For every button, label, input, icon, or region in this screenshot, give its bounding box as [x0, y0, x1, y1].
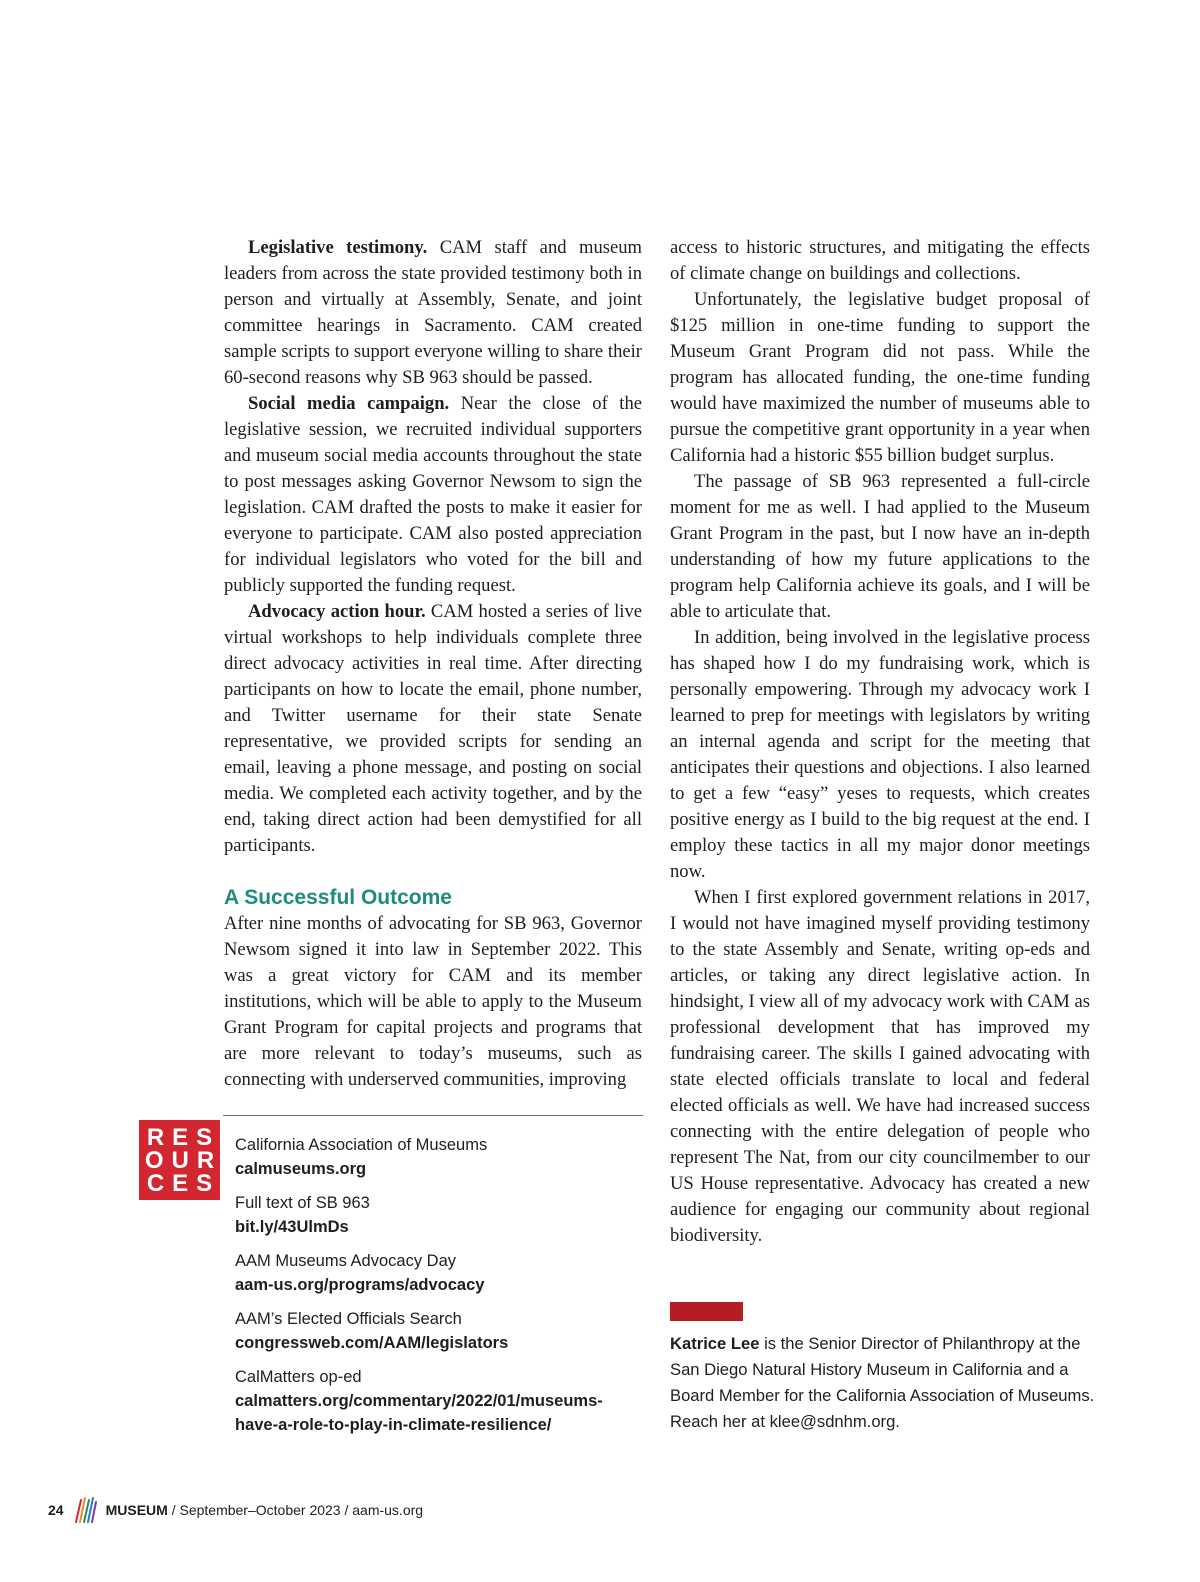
paragraph-outcome: After nine months of advocating for SB 963, Governor Newsom signed it into law in September 2022. This was a great victory for CAM and its member institutions, which will be able to apply to the Museum Grant Program for capital projects and programs that are more relevant to today’s museums, such as connecting with underserved communities, improving [224, 913, 642, 1090]
badge-line: CES [146, 1169, 221, 1197]
footer-issue-info: / September–October 2023 / aam-us.org [167, 1502, 424, 1518]
paragraph-continued: access to historic structures, and mitigating the effects of climate change on buildings and collections. [670, 237, 1090, 284]
resource-label: CalMatters op-ed [235, 1368, 362, 1386]
resource-item [235, 1307, 645, 1355]
bio-accent-bar [670, 1302, 743, 1321]
magazine-title: MUSEUM [105, 1502, 168, 1518]
bio-description: is the Senior Director of Philanthropy at the San Diego Natural History Museum in California and a Board Member for the California Association of Museums. Reach her at klee@sdnhm.org. [670, 1334, 1095, 1431]
resources-divider [223, 1115, 643, 1116]
left-column [224, 235, 642, 1093]
resource-item [235, 1133, 645, 1181]
paragraph-advocacy-hour [224, 599, 642, 859]
resource-item [235, 1365, 645, 1437]
badge-line: OUR [144, 1146, 223, 1174]
resource-item [235, 1249, 645, 1297]
paragraph-budget: Unfortunately, the legislative budget proposal of $125 million in one-time funding to support the Museum Grant Program did not pass. While the program has allocated funding, the one-time funding would have maximized the number of museums able to pursue the competitive grant opportunity in a year when California had a historic $55 billion budget surplus. [670, 289, 1090, 466]
paragraph-fundraising: In addition, being involved in the legislative process has shaped how I do my fundraising work, which is personally empowering. Through my advocacy work I learned to prep for meetings with legislators by writing an internal agenda and script for the meeting that anticipates their questions and objections. I also learned to get a few “easy” yeses to requests, which creates positive energy as I build to the big request at the end. I employ these tactics in all my major donor meetings now. [670, 627, 1090, 882]
paragraph-full-circle: The passage of SB 963 represented a full-circle moment for me as well. I had applied to the Museum Grant Program in the past, but I now have an in-depth understanding of how my future applications to the program help California achieve its goals, and I will be able to articulate that. [670, 471, 1090, 622]
resource-link[interactable]: congressweb.com/AAM/legislators [235, 1334, 509, 1352]
resource-link[interactable]: aam-us.org/programs/advocacy [235, 1276, 485, 1294]
resource-label: California Association of Museums [235, 1136, 488, 1154]
resources-list [235, 1133, 645, 1447]
resource-link[interactable]: calmatters.org/commentary/2022/01/museums-have-a-role-to-play-in-climate-resilience/ [235, 1392, 603, 1434]
paragraph-government-relations: When I first explored government relations in 2017, I would not have imagined myself providing testimony to the state Assembly and Senate, writing op-eds and articles, or taking any direct legislative action. In hindsight, I view all of my advocacy work with CAM as professional development that has improved my fundraising career. The skills I gained advocating with state elected officials translate to local and federal elected officials as well. We have had increased success connecting with the entire delegation of people who represent The Nat, from our city councilmember to our US House representative. Advocacy has created a new audience for engaging our community about regional biodiversity. [670, 887, 1090, 1246]
right-column [670, 235, 1090, 1249]
resource-link[interactable]: calmuseums.org [235, 1160, 367, 1178]
body-legislative-testimony: CAM staff and museum leaders from across the state provided testimony both in person and virtually at Assembly, Senate, and joint committee hearings in Sacramento. CAM created sample scripts to support everyone willing to share their 60-second reasons why SB 963 should be passed. [224, 237, 642, 388]
body-social-media: Near the close of the legislative session, we recruited individual supporters and museum social media accounts throughout the state to post messages asking Governor Newsom to sign the legislation. CAM drafted the posts to make it easier for everyone to participate. CAM also posted appreciation for individual legislators who voted for the bill and publicly supported the funding request. [224, 393, 642, 596]
page-footer [48, 1496, 423, 1524]
lead-social-media: Social media campaign. [248, 393, 450, 414]
bio-text [670, 1331, 1095, 1435]
paragraph-legislative-testimony [224, 235, 642, 391]
paragraph-social-media [224, 391, 642, 599]
page-number: 24 [48, 1502, 64, 1518]
section-heading: A Successful Outcome [224, 886, 452, 909]
resource-label: AAM’s Elected Officials Search [235, 1310, 462, 1328]
body-advocacy-hour: CAM hosted a series of live virtual workshops to help individuals complete three direct advocacy activities in real time. After directing participants on how to locate the email, phone number, and Twitter username for their state Senate representative, we provided scripts for sending an email, leaving a phone message, and posting on social media. We completed each activity together, and by the end, taking direct action had been demystified for all participants. [224, 601, 642, 856]
lead-advocacy-hour: Advocacy action hour. [248, 601, 426, 622]
resource-label: Full text of SB 963 [235, 1194, 370, 1212]
resource-link[interactable]: bit.ly/43UlmDs [235, 1218, 349, 1236]
resource-label: AAM Museums Advocacy Day [235, 1252, 456, 1270]
resource-item [235, 1191, 645, 1239]
aam-logo-icon [72, 1496, 98, 1524]
badge-line: RES [146, 1123, 221, 1151]
resources-badge [139, 1120, 223, 1200]
lead-legislative-testimony: Legislative testimony. [248, 237, 428, 258]
author-bio [670, 1302, 1095, 1435]
resources-box [139, 1115, 643, 1445]
author-name: Katrice Lee [670, 1334, 760, 1353]
